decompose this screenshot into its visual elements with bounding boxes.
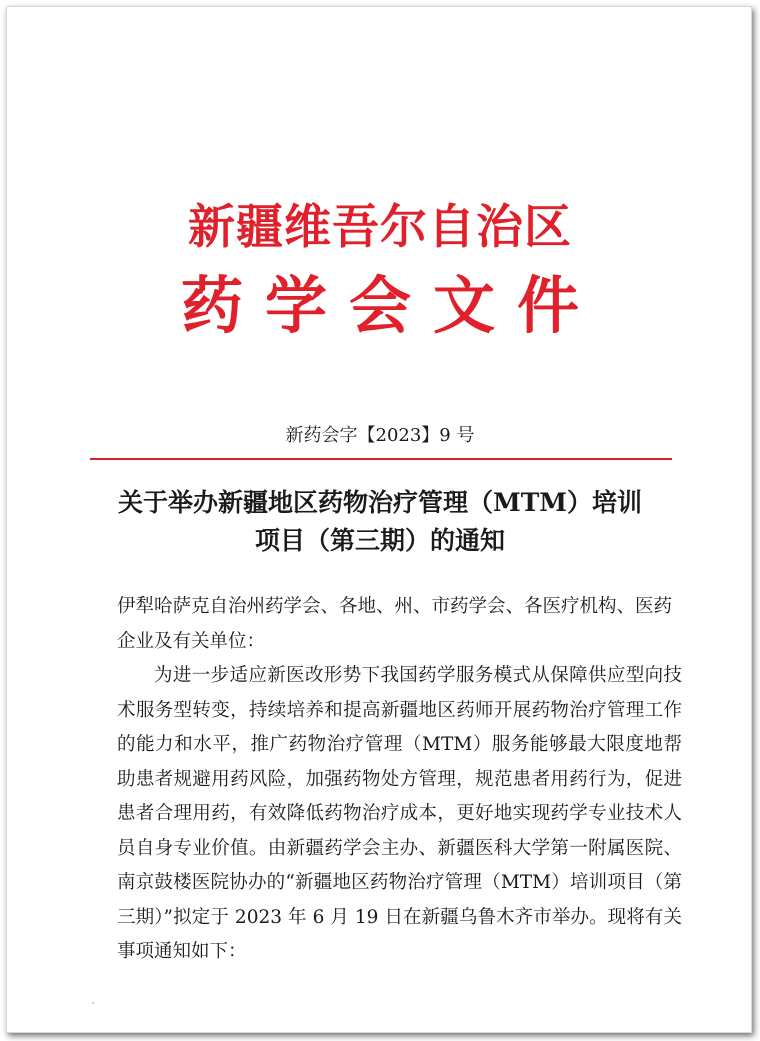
notice-title (80, 484, 680, 560)
document-type-heading: 药学会文件 (180, 269, 601, 342)
red-separator-line (90, 458, 672, 460)
notice-body (117, 590, 682, 970)
scan-speck (92, 1002, 94, 1004)
addressee-text: 伊犁哈萨克自治州药学会、各地、州、市药学会、各医疗机构、医药企业及有关单位： (117, 596, 673, 652)
body-paragraph: 为进一步适应新医改形势下我国药学服务模式从保障供应型向技术服务型转变，持续培养和提高新疆地区药师开展药物治疗管理工作的能力和水平，推广药物治疗管理（MTM）服务能够最大限度地帮助患者规避用药风险，加强药物处方管理，规范患者用药行为，促进患者合理用药，有效降低药物治疗成本，更好地实现药学专业技术人员自身专业价值。由新疆药学会主办、新疆医科大学第一附属医院、南京鼓楼医院协办的“新疆地区药物治疗管理（MTM）培训项目（第三期）”拟定于 2023 年 6 月 19 日在新疆乌鲁木齐市举办。现将有关事项通知如下： (117, 665, 682, 962)
notice-title-line2: 项目（第三期）的通知 (254, 526, 505, 555)
document-number: 新药会字【2023】9 号 (285, 425, 475, 446)
issuing-organization: 新疆维吾尔自治区 (188, 200, 572, 255)
notice-title-line1: 关于举办新疆地区药物治疗管理（MTM）培训 (118, 488, 642, 517)
